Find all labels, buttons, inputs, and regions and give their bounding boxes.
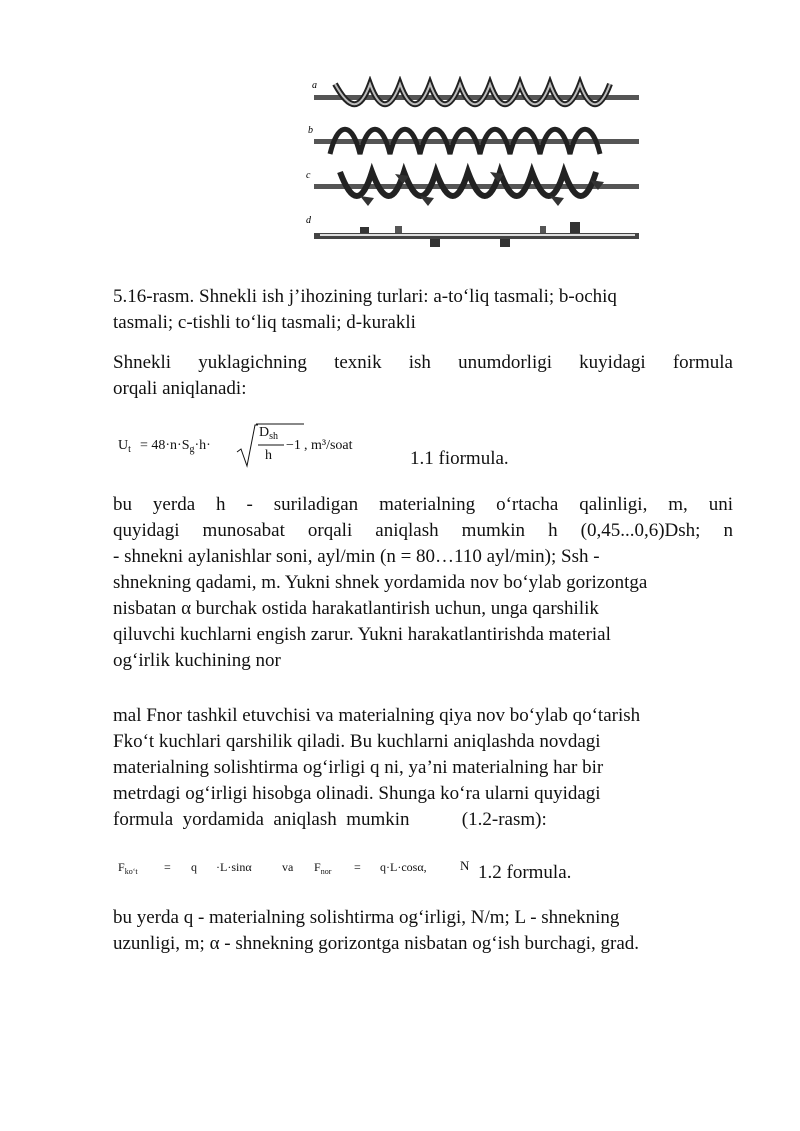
formula1-lhs-sub: t [128,444,131,455]
formula1-expr2: ·h· [194,438,211,453]
explain2-line-1: mal Fnor tashkil etuvchisi va materialning qiya nov bo‘ylab qo‘tarish [113,705,641,726]
formula2-eq2: = [354,860,361,874]
formula2-unit: N [460,858,470,873]
explanation-paragraph-1 [113,492,733,674]
figure-label-d: d [306,215,311,226]
caption-line-2: tasmali; c-tishli to‘liq tasmali; d-kurakli [113,312,416,333]
explain1-line-3: - shnekni aylanishlar soni, ayl/min (n = 80…110 ayl/min); Ssh - [113,546,600,567]
formula1-frac-num: D [259,425,270,440]
explain2-line-3: materialning solishtirma og‘irligi q ni, ya’ni materialning har bir [113,757,604,778]
explain1-line-4: shnekning qadami, m. Yukni shnek yordamida nov bo‘ylab gorizontga [113,572,648,593]
formula1-minus-one: −1 [286,438,301,453]
auger-b-open-ribbon [314,129,639,154]
explain3-line-2: uzunligi, m; α - shnekning gorizontga nisbatan og‘ish burchagi, grad. [113,933,640,954]
figure-label-c: c [306,170,311,181]
formula1-lhs: U [118,438,129,453]
explain2-line-5: formula yordamida aniqlash mumkin (1.2-rasm): [113,809,547,830]
explain1-line-5: nisbatan α burchak ostida harakatlantirish uchun, unga qarshilik [113,598,599,619]
formula2-f1-sub: ko‘t [124,867,138,876]
figure-label-a: a [312,80,317,91]
figure-caption [113,284,733,336]
explain2-line-4: metrdagi og‘irligi hisobga olinadi. Shunga ko‘ra ularni quyidagi [113,783,601,804]
formula1-frac-den: h [265,448,272,463]
fraction-bar [258,444,284,446]
auger-a-full-ribbon [314,84,639,104]
sqrt-sign [236,422,258,468]
formula2-f2-sub: nor [320,867,332,876]
formula2-f2: F [314,860,321,874]
explain1-line-7: og‘irlik kuchining nor [113,650,281,671]
formula1-expr: = 48·n·S [140,438,190,453]
explain1-line-2: quyidagi munosabat orqali aniqlash mumkin h (0,45...0,6)Dsh; n [113,520,733,541]
formula2-rhs1: ·L·sinα [216,860,252,874]
auger-c-toothed-ribbon [314,172,639,206]
formula2-eq1: = [164,860,171,874]
formula2-va: va [282,860,294,874]
figure-label-b: b [308,125,313,136]
formula1-unit: , m³/soat [304,438,353,453]
caption-line-1: 5.16-rasm. Shnekli ish j’ihozining turlari: a-to‘liq tasmali; b-ochiq [113,286,617,307]
explain2-line-2: Fko‘t kuchlari qarshilik qiladi. Bu kuchlarni aniqlashda novdagi [113,731,601,752]
formula-1-2 [118,856,478,882]
intro-line-1: Shnekli yuklagichning texnik ish unumdorligi kuyidagi formula [113,352,733,373]
intro-paragraph [113,350,733,402]
formula-1-1 [118,420,408,470]
explain3-line-1: bu yerda q - materialning solishtirma og‘irligi, N/m; L - shnekning [113,907,620,928]
formula2-f1: F [118,860,125,874]
formula2-q1: q [191,860,197,874]
formula2-rhs2: q·L·cosα, [380,860,427,874]
formula1-frac-num-sub: sh [269,431,279,442]
explanation-paragraph-2 [113,703,733,833]
auger-types-figure [300,76,645,258]
formula-1-1-label: 1.1 fiormula. [410,448,509,469]
formula1-expr-sub: g [189,444,195,455]
explanation-paragraph-3 [113,905,733,957]
formula-1-2-label: 1.2 formula. [478,862,572,883]
explain1-line-1: bu yerda h - suriladigan materialning o‘rtacha qalinligi, m, uni [113,494,733,515]
explain1-line-6: qiluvchi kuchlarni engish zarur. Yukni harakatlantirishda material [113,624,611,645]
auger-d-paddle [314,222,639,247]
intro-line-2: orqali aniqlanadi: [113,378,247,399]
